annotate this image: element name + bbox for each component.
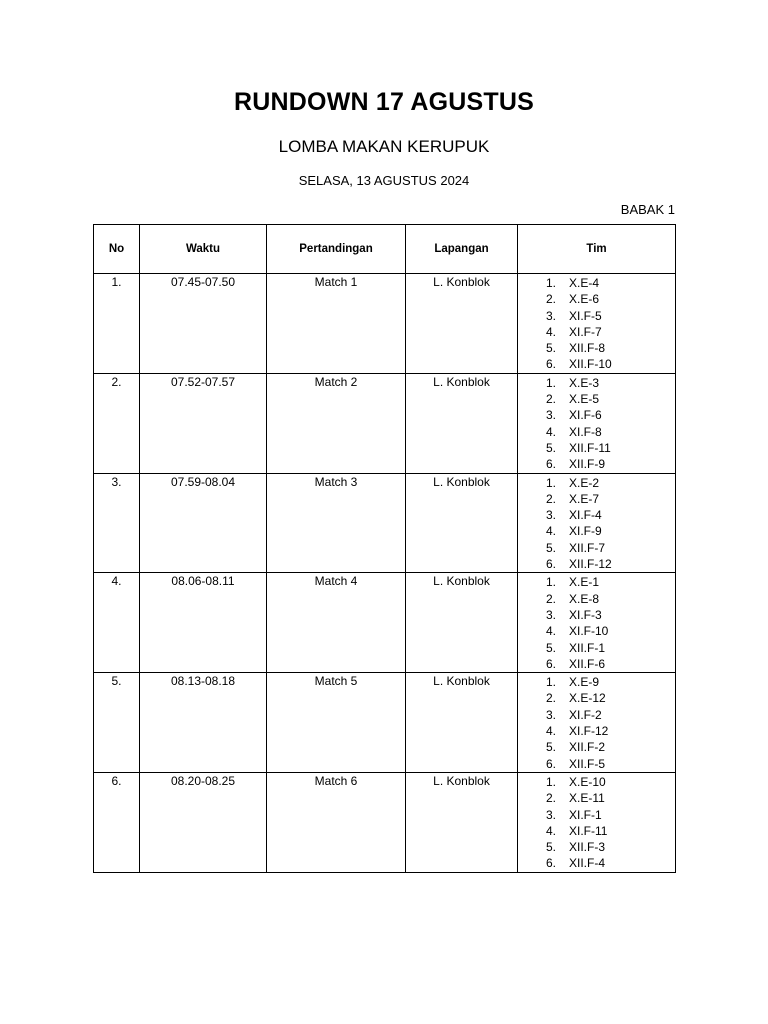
team-list-item: [546, 507, 675, 523]
table-row: [94, 473, 676, 573]
cell-waktu: 07.45-07.50: [140, 274, 267, 374]
cell-pertandingan: Match 1: [267, 274, 406, 374]
team-number: 5.: [546, 640, 557, 655]
team-list-item: [546, 674, 675, 690]
team-name: X.E-7: [569, 491, 600, 506]
team-list-item: [546, 607, 675, 623]
team-list-item: [546, 291, 675, 307]
cell-waktu: 07.59-08.04: [140, 473, 267, 573]
table-row: [94, 373, 676, 473]
table-body: [94, 274, 676, 873]
team-list-item: [546, 823, 675, 839]
cell-waktu: 08.06-08.11: [140, 573, 267, 673]
team-list: [518, 774, 675, 872]
team-list-item: [546, 707, 675, 723]
team-list-item: [546, 324, 675, 340]
column-header-pertandingan: Pertandingan: [267, 225, 406, 274]
team-number: 6.: [546, 357, 557, 372]
team-number: 2.: [546, 292, 557, 307]
team-list-item: [546, 790, 675, 806]
column-header-no: No: [94, 225, 140, 274]
cell-lapangan: L. Konblok: [406, 373, 518, 473]
column-header-tim: Tim: [518, 225, 676, 274]
team-list-item: [546, 424, 675, 440]
team-name: XI.F-12: [569, 724, 609, 739]
team-name: X.E-1: [569, 575, 600, 590]
team-name: X.E-3: [569, 375, 600, 390]
team-name: XII.F-2: [569, 740, 606, 755]
team-list: [518, 574, 675, 672]
column-header-waktu: Waktu: [140, 225, 267, 274]
cell-pertandingan: Match 4: [267, 573, 406, 673]
cell-no: 3.: [94, 473, 140, 573]
team-number: 1.: [546, 375, 557, 390]
team-name: XI.F-2: [569, 707, 602, 722]
team-list: [518, 674, 675, 772]
team-name: X.E-6: [569, 292, 600, 307]
team-name: XII.F-12: [569, 557, 612, 572]
team-number: 3.: [546, 308, 557, 323]
team-name: XII.F-6: [569, 656, 606, 671]
team-number: 5.: [546, 341, 557, 356]
cell-pertandingan: Match 2: [267, 373, 406, 473]
cell-lapangan: L. Konblok: [406, 473, 518, 573]
cell-no: 5.: [94, 673, 140, 773]
team-number: 4.: [546, 823, 557, 838]
table-row: [94, 274, 676, 374]
cell-tim: [518, 373, 676, 473]
team-number: 4.: [546, 324, 557, 339]
team-list-item: [546, 407, 675, 423]
cell-lapangan: L. Konblok: [406, 274, 518, 374]
cell-pertandingan: Match 3: [267, 473, 406, 573]
team-list-item: [546, 356, 675, 372]
page-title: RUNDOWN 17 AGUSTUS: [234, 88, 534, 116]
team-list-item: [546, 591, 675, 607]
cell-tim: [518, 673, 676, 773]
cell-no: 4.: [94, 573, 140, 673]
team-list-item: [546, 391, 675, 407]
team-name: XII.F-5: [569, 756, 606, 771]
team-list-item: [546, 475, 675, 491]
team-name: XII.F-11: [569, 440, 611, 455]
team-list: [518, 375, 675, 473]
team-number: 2.: [546, 392, 557, 407]
team-number: 3.: [546, 707, 557, 722]
column-header-lapangan: Lapangan: [406, 225, 518, 274]
team-number: 4.: [546, 624, 557, 639]
team-list-item: [546, 739, 675, 755]
team-list-item: [546, 523, 675, 539]
cell-no: 2.: [94, 373, 140, 473]
page-subtitle: LOMBA MAKAN KERUPUK: [278, 137, 490, 156]
team-number: 4.: [546, 424, 557, 439]
team-name: XI.F-7: [569, 324, 602, 339]
round-label: BABAK 1: [620, 202, 675, 217]
team-number: 1.: [546, 575, 557, 590]
team-number: 2.: [546, 491, 557, 506]
team-name: XI.F-3: [569, 607, 602, 622]
team-name: XI.F-6: [569, 408, 602, 423]
team-name: XII.F-10: [569, 357, 612, 372]
team-number: 5.: [546, 540, 557, 555]
team-number: 6.: [546, 557, 557, 572]
team-list-item: [546, 308, 675, 324]
team-list: [518, 475, 675, 573]
team-list-item: [546, 456, 675, 472]
team-name: X.E-8: [569, 591, 600, 606]
cell-tim: [518, 772, 676, 872]
team-name: X.E-10: [569, 774, 606, 789]
team-name: XI.F-5: [569, 308, 602, 323]
team-list-item: [546, 340, 675, 356]
team-number: 2.: [546, 591, 557, 606]
team-list-item: [546, 440, 675, 456]
event-date: SELASA, 13 AGUSTUS 2024: [298, 173, 470, 188]
team-number: 1.: [546, 276, 557, 290]
team-number: 2.: [546, 791, 557, 806]
team-list-item: [546, 375, 675, 391]
team-name: XI.F-10: [569, 624, 609, 639]
team-name: XI.F-11: [569, 823, 608, 838]
cell-tim: [518, 573, 676, 673]
team-number: 3.: [546, 408, 557, 423]
cell-waktu: 08.20-08.25: [140, 772, 267, 872]
team-name: X.E-9: [569, 675, 600, 690]
team-name: XII.F-1: [569, 640, 606, 655]
cell-tim: [518, 473, 676, 573]
rundown-table: [93, 224, 676, 873]
team-name: XI.F-4: [569, 508, 602, 523]
team-list-item: [546, 556, 675, 572]
team-list-item: [546, 807, 675, 823]
team-number: 4.: [546, 524, 557, 539]
team-number: 5.: [546, 840, 557, 855]
team-list-item: [546, 774, 675, 790]
team-list-item: [546, 640, 675, 656]
cell-waktu: 07.52-07.57: [140, 373, 267, 473]
team-name: XII.F-4: [569, 856, 606, 871]
team-list-item: [546, 839, 675, 855]
cell-waktu: 08.13-08.18: [140, 673, 267, 773]
team-list-item: [546, 275, 675, 291]
team-number: 6.: [546, 656, 557, 671]
team-name: XI.F-1: [569, 807, 602, 822]
team-number: 5.: [546, 740, 557, 755]
team-name: X.E-5: [569, 392, 600, 407]
team-list-item: [546, 656, 675, 672]
cell-tim: [518, 274, 676, 374]
team-number: 4.: [546, 724, 557, 739]
cell-pertandingan: Match 5: [267, 673, 406, 773]
team-name: X.E-11: [569, 791, 605, 806]
team-name: XII.F-7: [569, 540, 606, 555]
team-number: 1.: [546, 475, 557, 490]
team-name: XII.F-9: [569, 457, 606, 472]
team-name: XII.F-3: [569, 840, 606, 855]
team-name: X.E-4: [569, 276, 600, 290]
table-row: [94, 772, 676, 872]
team-name: X.E-2: [569, 475, 600, 490]
team-number: 3.: [546, 807, 557, 822]
team-name: XII.F-8: [569, 341, 606, 356]
team-name: XI.F-9: [569, 524, 602, 539]
cell-lapangan: L. Konblok: [406, 673, 518, 773]
team-list: [518, 275, 675, 373]
team-list-item: [546, 491, 675, 507]
team-number: 3.: [546, 508, 557, 523]
team-list-item: [546, 723, 675, 739]
table-row: [94, 573, 676, 673]
table-header-row: [94, 225, 676, 274]
cell-lapangan: L. Konblok: [406, 772, 518, 872]
cell-pertandingan: Match 6: [267, 772, 406, 872]
team-list-item: [546, 756, 675, 772]
team-name: XI.F-8: [569, 424, 602, 439]
table-row: [94, 673, 676, 773]
cell-no: 1.: [94, 274, 140, 374]
cell-no: 6.: [94, 772, 140, 872]
team-list-item: [546, 690, 675, 706]
team-list-item: [546, 574, 675, 590]
team-name: X.E-12: [569, 691, 606, 706]
team-list-item: [546, 540, 675, 556]
team-number: 5.: [546, 440, 557, 455]
team-list-item: [546, 623, 675, 639]
team-list-item: [546, 855, 675, 871]
team-number: 6.: [546, 856, 557, 871]
team-number: 2.: [546, 691, 557, 706]
team-number: 6.: [546, 457, 557, 472]
cell-lapangan: L. Konblok: [406, 573, 518, 673]
team-number: 1.: [546, 774, 557, 789]
team-number: 3.: [546, 607, 557, 622]
team-number: 1.: [546, 675, 557, 690]
team-number: 6.: [546, 756, 557, 771]
